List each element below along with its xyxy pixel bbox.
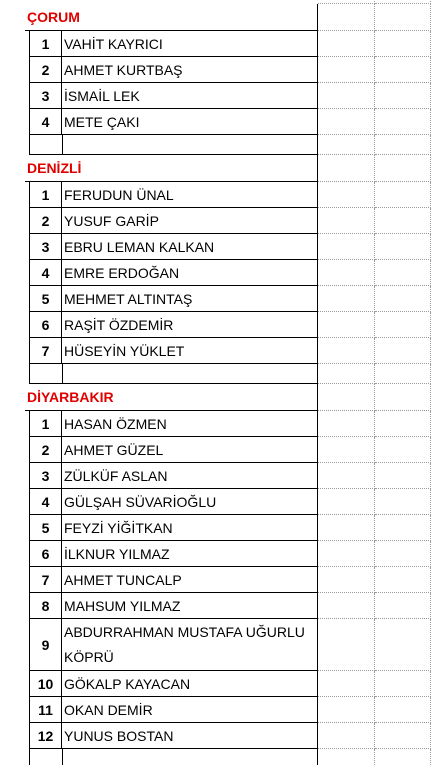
empty-cell[interactable] [318,260,375,286]
person-name[interactable]: MAHSUM YILMAZ [62,593,318,619]
empty-cell[interactable] [318,208,375,234]
table-row [0,312,436,338]
table-row [0,541,436,567]
person-name[interactable]: YUNUS BOSTAN [62,723,318,749]
person-name[interactable]: İSMAİL LEK [62,83,318,109]
city-header-row [0,384,436,411]
empty-cell[interactable] [375,182,431,208]
city-header-row [0,4,436,31]
row-number[interactable]: 1 [29,411,62,437]
empty-cell[interactable] [375,4,431,31]
table-row [0,83,436,109]
empty-cell[interactable] [375,437,431,463]
blank-row [0,364,436,384]
person-name[interactable]: EMRE ERDOĞAN [62,260,318,286]
table-row [0,463,436,489]
person-name[interactable]: AHMET GÜZEL [62,437,318,463]
table-row [0,437,436,463]
empty-cell[interactable] [375,109,431,135]
empty-cell[interactable] [375,338,431,364]
person-name[interactable]: METE ÇAKI [62,109,318,135]
empty-cell[interactable] [375,697,431,723]
empty-cell[interactable] [375,489,431,515]
empty-cell[interactable] [318,619,375,671]
table-row [0,234,436,260]
row-number[interactable]: 12 [29,723,62,749]
row-number[interactable]: 1 [29,182,62,208]
empty-cell[interactable] [375,463,431,489]
empty-cell[interactable] [318,411,375,437]
table-row [0,260,436,286]
table-row [0,411,436,437]
empty-cell[interactable] [29,749,318,765]
table-row [0,286,436,312]
empty-cell[interactable] [318,749,375,765]
table-row [0,31,436,57]
person-name[interactable]: YUSUF GARİP [62,208,318,234]
empty-cell[interactable] [375,31,431,57]
person-name[interactable]: GÜLŞAH SÜVARİOĞLU [62,489,318,515]
blank-row [0,135,436,155]
empty-cell[interactable] [375,364,431,384]
row-number[interactable]: 10 [29,671,62,697]
empty-cell[interactable] [375,155,431,182]
row-number[interactable]: 6 [29,541,62,567]
table-row [0,57,436,83]
row-number[interactable]: 3 [29,463,62,489]
empty-cell[interactable] [318,364,375,384]
empty-cell[interactable] [29,135,318,155]
empty-cell[interactable] [375,208,431,234]
empty-cell[interactable] [375,135,431,155]
empty-cell[interactable] [375,384,431,411]
empty-cell[interactable] [318,135,375,155]
empty-cell[interactable] [318,312,375,338]
table-row [0,338,436,364]
empty-cell[interactable] [375,312,431,338]
row-number[interactable]: 7 [29,567,62,593]
row-number[interactable]: 4 [29,260,62,286]
person-name[interactable]: RAŞİT ÖZDEMİR [62,312,318,338]
row-number[interactable]: 4 [29,109,62,135]
empty-cell[interactable] [318,182,375,208]
empty-cell[interactable] [375,723,431,749]
empty-cell[interactable] [318,463,375,489]
row-number[interactable]: 9 [29,619,62,671]
person-name[interactable]: ABDURRAHMAN MUSTAFA UĞURLU KÖPRÜ [62,619,318,671]
row-number[interactable]: 7 [29,338,62,364]
person-name[interactable]: VAHİT KAYRICI [62,31,318,57]
table-row [0,515,436,541]
empty-cell[interactable] [375,260,431,286]
empty-cell[interactable] [375,749,431,765]
row-number[interactable]: 2 [29,208,62,234]
empty-cell[interactable] [375,234,431,260]
empty-cell[interactable] [318,4,375,31]
table-row [0,619,436,671]
blank-row [0,749,436,765]
row-number[interactable]: 3 [29,83,62,109]
empty-cell[interactable] [318,437,375,463]
empty-cell[interactable] [375,541,431,567]
row-number[interactable]: 2 [29,437,62,463]
table-row [0,109,436,135]
empty-cell[interactable] [318,286,375,312]
table-row [0,208,436,234]
row-number[interactable]: 1 [29,31,62,57]
row-number[interactable]: 4 [29,489,62,515]
empty-cell[interactable] [375,411,431,437]
empty-cell[interactable] [375,57,431,83]
empty-cell[interactable] [29,364,318,384]
table-row [0,593,436,619]
table-row [0,567,436,593]
row-number[interactable]: 8 [29,593,62,619]
table-row [0,723,436,749]
empty-cell[interactable] [375,286,431,312]
empty-cell[interactable] [318,671,375,697]
empty-cell[interactable] [375,515,431,541]
table-row [0,182,436,208]
city-name[interactable]: ÇORUM [25,4,318,31]
row-number[interactable]: 6 [29,312,62,338]
row-number[interactable]: 5 [29,286,62,312]
city-name[interactable]: DENİZLİ [25,155,318,182]
person-name[interactable]: GÖKALP KAYACAN [62,671,318,697]
empty-cell[interactable] [318,384,375,411]
person-name[interactable]: FEYZİ YİĞİTKAN [62,515,318,541]
table-row [0,697,436,723]
person-name[interactable]: AHMET TUNCALP [62,567,318,593]
empty-cell[interactable] [318,234,375,260]
person-name[interactable]: AHMET KURTBAŞ [62,57,318,83]
empty-cell[interactable] [318,31,375,57]
empty-cell[interactable] [318,697,375,723]
person-name[interactable]: HÜSEYİN YÜKLET [62,338,318,364]
empty-cell[interactable] [375,83,431,109]
empty-cell[interactable] [318,541,375,567]
empty-cell[interactable] [375,593,431,619]
person-name[interactable]: HASAN ÖZMEN [62,411,318,437]
empty-cell[interactable] [375,567,431,593]
table-row [0,489,436,515]
row-number[interactable]: 11 [29,697,62,723]
empty-cell[interactable] [318,567,375,593]
empty-cell[interactable] [318,515,375,541]
person-name[interactable]: FERUDUN ÜNAL [62,182,318,208]
city-header-row [0,155,436,182]
person-name[interactable]: MEHMET ALTINTAŞ [62,286,318,312]
empty-cell[interactable] [375,671,431,697]
person-name[interactable]: İLKNUR YILMAZ [62,541,318,567]
person-name[interactable]: EBRU LEMAN KALKAN [62,234,318,260]
table-row [0,671,436,697]
city-name[interactable]: DİYARBAKIR [25,384,318,411]
empty-cell[interactable] [318,723,375,749]
person-name[interactable]: OKAN DEMİR [62,697,318,723]
person-name[interactable]: ZÜLKÜF ASLAN [62,463,318,489]
empty-cell[interactable] [318,155,375,182]
empty-cell[interactable] [375,619,431,671]
row-number[interactable]: 5 [29,515,62,541]
row-number[interactable]: 3 [29,234,62,260]
empty-cell[interactable] [318,593,375,619]
empty-cell[interactable] [318,57,375,83]
empty-cell[interactable] [318,83,375,109]
empty-cell[interactable] [318,109,375,135]
empty-cell[interactable] [318,489,375,515]
empty-cell[interactable] [318,338,375,364]
row-number[interactable]: 2 [29,57,62,83]
